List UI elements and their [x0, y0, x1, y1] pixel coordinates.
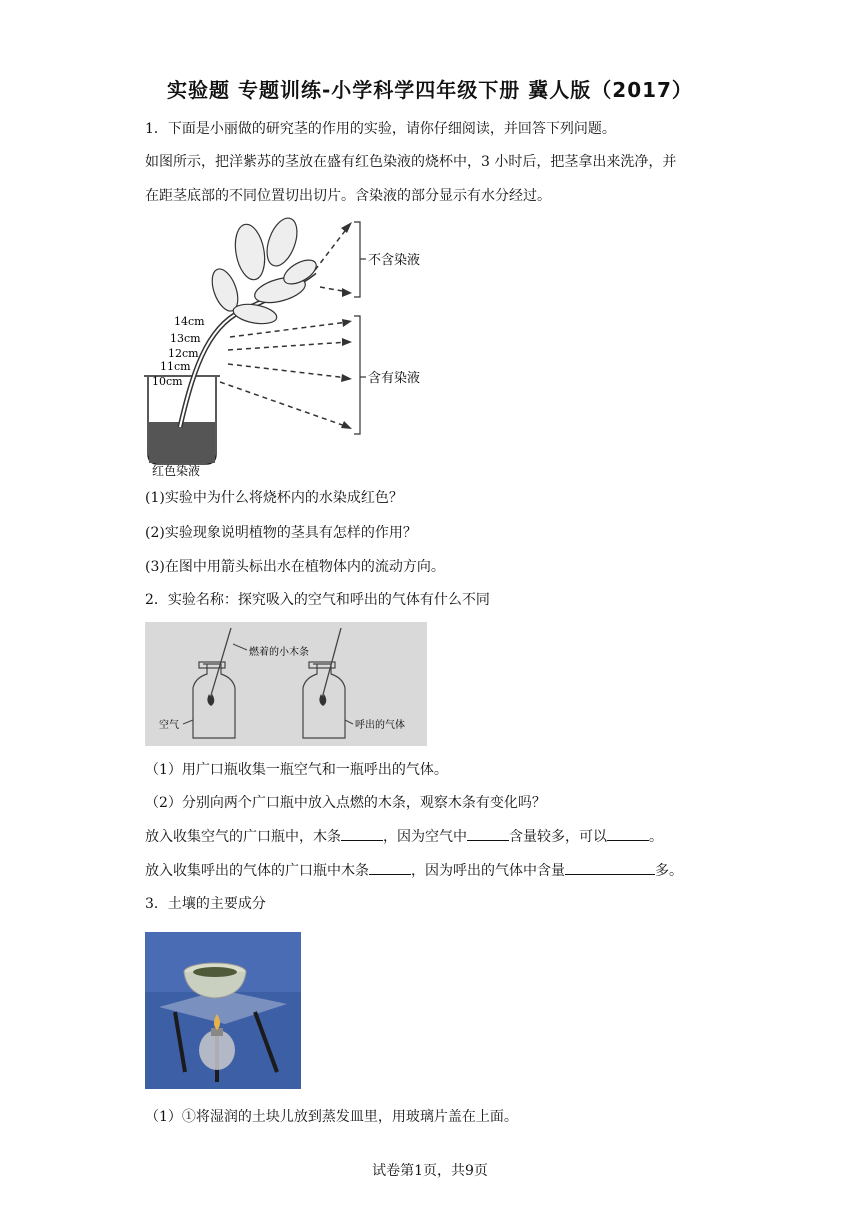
label-red-dye: 红色染液 [152, 464, 201, 478]
q2-step2: （2）分别向两个广口瓶中放入点燃的木条，观察木条有变化吗？ [145, 795, 546, 811]
mark-11cm: 11cm [160, 360, 191, 373]
label-exhaled-gas: 呼出的气体 [355, 720, 405, 731]
leaves [207, 214, 320, 327]
q1-desc-line2: 在距茎底部的不同位置切出切片。含染液的部分显示有水分经过。 [145, 188, 551, 204]
soil-heating-photo [145, 932, 301, 1089]
answer-blank[interactable] [467, 826, 509, 841]
red-dye-liquid [149, 422, 215, 463]
q3-intro: 3．土壤的主要成分 [145, 896, 266, 912]
q1-sub2: (2)实验现象说明植物的茎具有怎样的作用？ [145, 525, 417, 541]
q1-sub3: (3)在图中用箭头标出水在植物体内的流动方向。 [145, 559, 445, 575]
q2-fill-line1: 放入收集空气的广口瓶中，木条 ，因为空气中 含量较多，可以 。 [145, 826, 663, 847]
label-no-dye: 不含染液 [368, 253, 421, 268]
label-burning-stick: 燃着的小木条 [249, 647, 309, 658]
q1-sub1: (1)实验中为什么将烧杯内的水染成红色？ [145, 490, 403, 506]
label-air: 空气 [159, 720, 179, 731]
page-footer: 试卷第1页，共9页 [372, 1163, 488, 1179]
answer-blank[interactable] [341, 826, 383, 841]
q1-desc-line1: 如图所示，把洋紫苏的茎放在盛有红色染液的烧杯中，3 小时后，把茎拿出来洗净，并 [145, 154, 677, 170]
q1-intro: 1．下面是小丽做的研究茎的作用的实验，请你仔细阅读，并回答下列问题。 [145, 121, 616, 137]
q2-fill-line2: 放入收集呼出的气体的广口瓶中木条 ，因为呼出的气体中含量 多。 [145, 860, 683, 881]
mark-12cm: 12cm [168, 347, 199, 360]
q3-step1: （1）①将湿润的土块儿放到蒸发皿里，用玻璃片盖在上面。 [145, 1109, 518, 1125]
mark-10cm: 10cm [152, 375, 183, 388]
q2-intro: 2．实验名称：探究吸入的空气和呼出的气体有什么不同 [145, 592, 490, 608]
breath-experiment-figure [145, 622, 427, 746]
answer-blank[interactable] [607, 826, 649, 841]
answer-blank[interactable] [565, 860, 655, 875]
answer-blank[interactable] [369, 860, 411, 875]
mark-13cm: 13cm [170, 332, 201, 345]
q2-step1: （1）用广口瓶收集一瓶空气和一瓶呼出的气体。 [145, 762, 448, 778]
page-title: 实验题 专题训练-小学科学四年级下册 冀人版（2017） [167, 78, 693, 102]
mark-14cm: 14cm [174, 315, 205, 328]
stem-experiment-figure [140, 212, 440, 478]
label-has-dye: 含有染液 [368, 371, 421, 386]
